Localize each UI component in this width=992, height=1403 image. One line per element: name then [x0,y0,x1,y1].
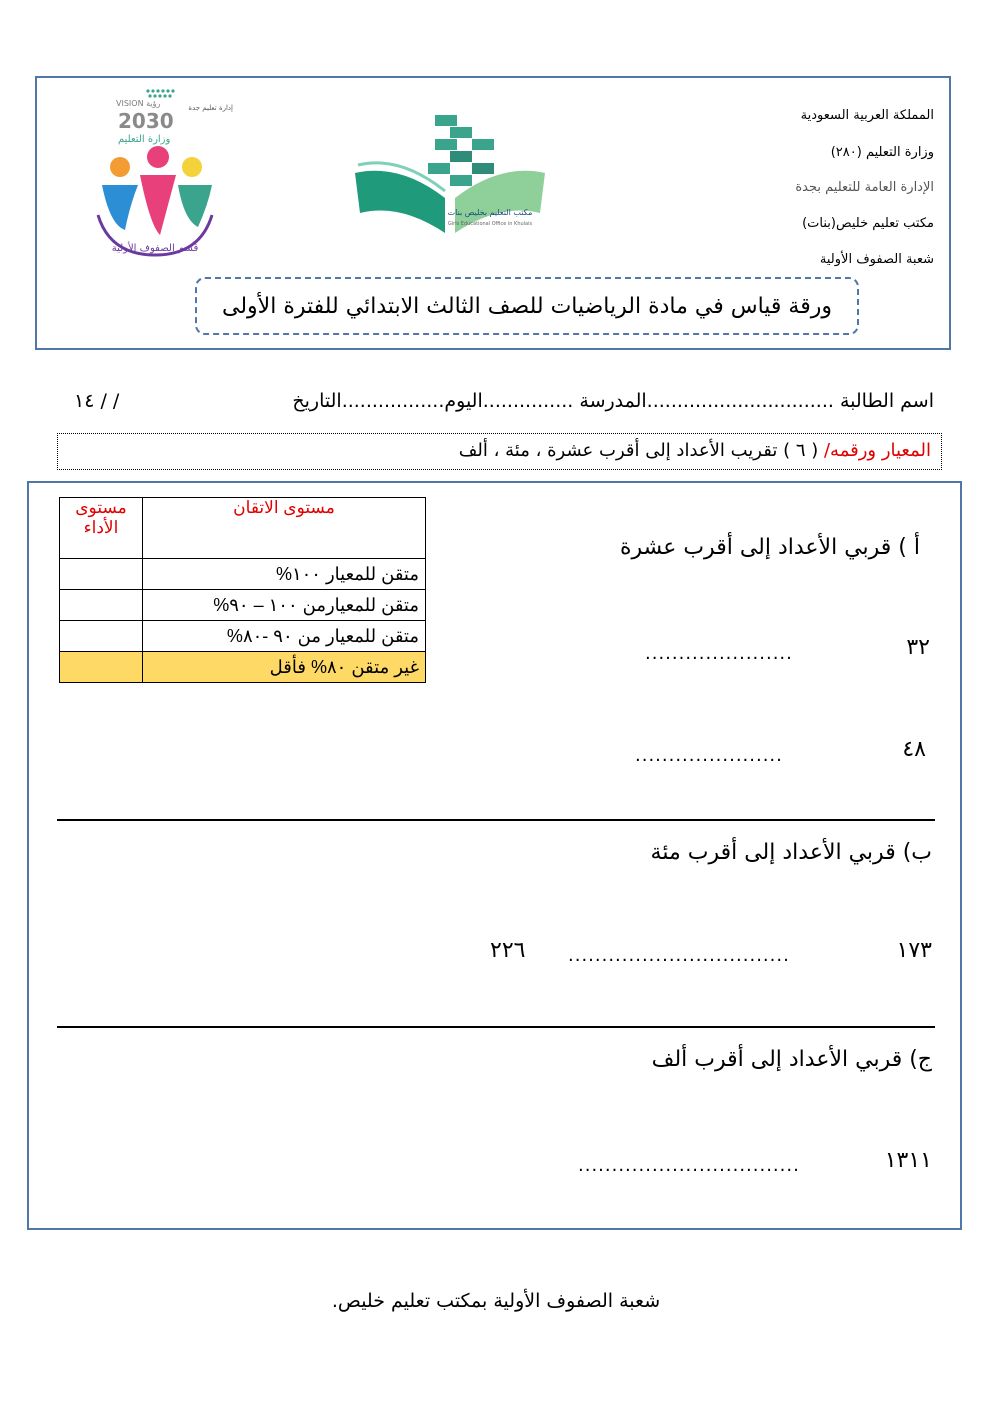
standard-value: ( ٦ ) تقريب الأعداد إلى أقرب عشرة ، مئة ، ألف [458,440,819,461]
question-a-answer-2[interactable]: ...................... [635,745,783,766]
table-row [60,621,426,652]
mastery-level-cell: متقن للمعيار ١٠٠% [143,559,426,590]
question-b-title: ب) قربي الأعداد إلى أقرب مئة [650,840,932,865]
office-logo-subtext: Girls Educational Office in Khulais [447,221,533,227]
info-line [60,390,934,420]
ministry-line: وزارة التعليم (٢٨٠) [830,145,934,160]
vision-year: 2030 [118,109,174,133]
mastery-level-cell: متقن للمعيار من ٩٠ -٨٠% [143,621,426,652]
office-line: مكتب تعليم خليص(بنات) [802,216,934,231]
performance-cell[interactable] [60,559,143,590]
admin-line: الإدارة العامة للتعليم بجدة [795,180,934,195]
kingdom-line: المملكة العربية السعودية [800,108,934,123]
performance-cell[interactable] [60,590,143,621]
question-c-number-1: ١٣١١ [884,1148,932,1173]
performance-cell[interactable] [60,621,143,652]
question-c-answer-1[interactable]: ................................. [578,1155,800,1176]
mastery-level-cell: متقن للمعيارمن ١٠٠ – ٩٠% [143,590,426,621]
question-b-number-2: ٢٢٦ [490,938,526,963]
vision-text: VISION رؤية [116,99,161,108]
question-c-title: ج) قربي الأعداد إلى أقرب ألف [651,1047,932,1072]
mastery-table [59,497,426,683]
divider [57,819,935,821]
col-mastery-level: مستوى الاتقان [143,498,426,559]
divider [57,1026,935,1028]
standard-label: المعيار ورقمه/ [823,440,931,461]
question-a-title: أ ) قربي الأعداد إلى أقرب عشرة [619,535,920,560]
mastery-level-cell: غير متقن ٨٠% فأقل [143,652,426,683]
student-school-day-date-fields[interactable]: اسم الطالبة ...............................المدرسة ...............اليوم.................التاريخ [292,390,934,412]
question-a-number-2: ٤٨ [902,737,926,762]
dept-logo-text: قسم الصفوف الأولية [111,243,199,254]
question-a-answer-1[interactable]: ...................... [645,643,793,664]
office-logo [350,103,550,243]
performance-cell[interactable] [60,652,143,683]
standard-box [57,433,942,470]
office-logo-text: مكتب التعليم بخليص بنات [447,208,533,217]
worksheet-title: ورقة قياس في مادة الرياضيات للصف الثالث الابتدائي للفترة الأولى [195,277,859,335]
primary-grades-logo [80,145,230,260]
footer-text: شعبة الصفوف الأولية بمكتب تعليم خليص. [331,1290,661,1312]
question-b-number-1: ١٧٣ [896,938,932,963]
question-a-number-1: ٣٢ [906,635,930,660]
section-line: شعبة الصفوف الأولية [819,252,934,267]
vision-2030-logo [108,86,238,146]
col-performance-level: مستوى الأداء [60,498,143,559]
date-value[interactable]: / / ١٤ [74,390,120,412]
table-row [60,590,426,621]
table-row [60,652,426,683]
question-b-answer-1[interactable]: ................................. [568,945,790,966]
table-row [60,559,426,590]
ministry-logo-text: وزارة التعليم [118,134,171,145]
edu-admin-text: إدارة تعليم جدة [188,104,233,112]
